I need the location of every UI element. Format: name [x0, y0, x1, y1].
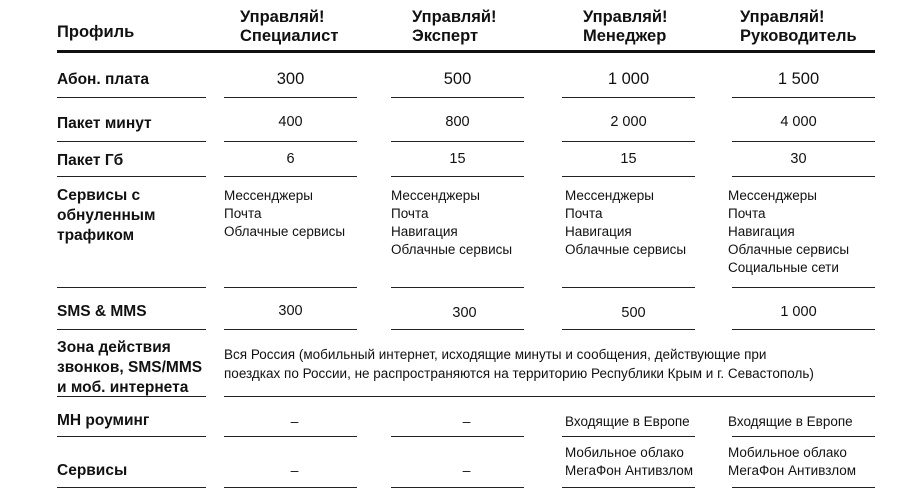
header-divider — [57, 50, 875, 53]
zero-traffic-specialist — [224, 187, 345, 241]
services-manager — [565, 444, 693, 480]
plan-header-line2: Эксперт — [412, 27, 479, 45]
sms-expert: 300 — [452, 305, 477, 321]
fee-expert: 500 — [443, 70, 472, 88]
plan-header-line2: Специалист — [240, 27, 339, 45]
sms-manager: 500 — [621, 305, 646, 321]
zone-description — [224, 345, 814, 383]
service-item: Навигация — [391, 224, 458, 239]
row-divider — [562, 436, 695, 437]
sms-director: 1 000 — [780, 304, 817, 320]
row-divider — [562, 287, 695, 288]
label-line: и моб. интернета — [57, 379, 189, 396]
row-divider — [224, 436, 357, 437]
service-item: Почта — [565, 206, 603, 221]
row-divider — [732, 329, 875, 330]
service-item: МегаФон Антивзлом — [728, 463, 857, 478]
service-item: Почта — [224, 206, 262, 221]
service-item: Навигация — [728, 224, 795, 239]
row-divider — [391, 436, 524, 437]
row-divider — [57, 396, 206, 397]
row-divider — [57, 141, 206, 142]
fee-director: 1 500 — [777, 70, 820, 88]
row-label-roaming: МН роуминг — [57, 412, 150, 429]
plan-header-specialist — [240, 8, 370, 46]
row-label-fee: Абон. плата — [57, 71, 150, 88]
label-line: звонков, SMS/MMS — [57, 359, 203, 376]
plan-header-manager — [583, 8, 713, 46]
row-divider — [224, 329, 357, 330]
row-divider — [391, 141, 524, 142]
service-item: Почта — [391, 206, 429, 221]
service-item: Облачные сервисы — [224, 224, 346, 239]
row-label-services: Сервисы — [57, 462, 128, 479]
row-label-zero-traffic — [57, 186, 156, 246]
zero-traffic-expert — [391, 187, 512, 259]
label-line: обнуленным — [57, 207, 156, 224]
plan-header-line1: Управляй! — [583, 8, 668, 26]
fee-manager: 1 000 — [607, 70, 650, 88]
row-divider — [391, 97, 524, 98]
service-item: Мессенджеры — [728, 188, 817, 203]
minutes-director: 4 000 — [780, 114, 817, 130]
minutes-manager: 2 000 — [610, 114, 647, 130]
row-divider — [57, 176, 206, 177]
service-item: Навигация — [565, 224, 632, 239]
row-label-gb: Пакет Гб — [57, 152, 124, 169]
gb-specialist: 6 — [286, 151, 295, 167]
zone-text-line: поездках по России, не распространяются на территорию Республики Крым и г. Севастополь) — [224, 366, 814, 381]
row-divider — [562, 487, 695, 488]
services-specialist: – — [290, 462, 299, 478]
roaming-specialist: – — [290, 413, 299, 429]
row-divider — [732, 287, 875, 288]
row-divider — [732, 176, 875, 177]
fee-specialist: 300 — [276, 70, 305, 88]
row-divider — [732, 97, 875, 98]
row-divider — [391, 329, 524, 330]
row-divider — [57, 436, 206, 437]
gb-expert: 15 — [449, 151, 466, 167]
services-director — [728, 444, 856, 480]
service-item: Облачные сервисы — [728, 242, 850, 257]
service-item: Облачные сервисы — [565, 242, 687, 257]
row-divider — [224, 176, 357, 177]
roaming-director: Входящие в Европе — [728, 414, 853, 429]
plan-header-line1: Управляй! — [412, 8, 497, 26]
row-divider — [224, 97, 357, 98]
row-divider — [562, 141, 695, 142]
plan-header-line2: Менеджер — [583, 27, 667, 45]
services-expert: – — [462, 462, 471, 478]
plan-header-line2: Руководитель — [740, 27, 857, 45]
service-item: Мобильное облако — [565, 445, 684, 460]
label-line: трафиком — [57, 227, 135, 244]
row-divider — [57, 287, 206, 288]
profile-header: Профиль — [57, 23, 135, 41]
roaming-manager: Входящие в Европе — [565, 414, 690, 429]
service-item: Облачные сервисы — [391, 242, 513, 257]
service-item: Мобильное облако — [728, 445, 847, 460]
service-item: МегаФон Антивзлом — [565, 463, 694, 478]
plan-header-line1: Управляй! — [240, 8, 325, 26]
zone-text-line: Вся Россия (мобильный интернет, исходящие минуты и сообщения, действующие при — [224, 347, 767, 362]
row-label-sms: SMS & MMS — [57, 303, 147, 320]
row-divider — [732, 141, 875, 142]
row-divider — [391, 176, 524, 177]
minutes-expert: 800 — [445, 114, 470, 130]
zero-traffic-manager — [565, 187, 686, 259]
row-label-zone — [57, 338, 202, 398]
row-divider — [391, 287, 524, 288]
row-divider — [57, 97, 206, 98]
row-divider — [224, 396, 875, 397]
row-divider — [562, 176, 695, 177]
service-item: Мессенджеры — [391, 188, 480, 203]
gb-manager: 15 — [620, 151, 637, 167]
service-item: Мессенджеры — [565, 188, 654, 203]
service-item: Мессенджеры — [224, 188, 313, 203]
gb-director: 30 — [790, 151, 807, 167]
row-divider — [224, 141, 357, 142]
plan-header-line1: Управляй! — [740, 8, 825, 26]
service-item: Почта — [728, 206, 766, 221]
row-divider — [562, 329, 695, 330]
plan-header-director — [740, 8, 890, 46]
row-divider — [224, 487, 357, 488]
row-divider — [224, 287, 357, 288]
row-divider — [57, 487, 206, 488]
plan-header-expert — [412, 8, 542, 46]
zero-traffic-director — [728, 187, 849, 277]
row-divider — [732, 487, 875, 488]
label-line: Зона действия — [57, 339, 171, 356]
service-item: Социальные сети — [728, 260, 839, 275]
sms-specialist: 300 — [278, 303, 303, 319]
row-divider — [732, 436, 875, 437]
row-divider — [57, 329, 206, 330]
row-divider — [562, 97, 695, 98]
row-divider — [391, 487, 524, 488]
label-line: Сервисы с — [57, 187, 141, 204]
row-label-minutes: Пакет минут — [57, 115, 152, 132]
minutes-specialist: 400 — [278, 114, 303, 130]
roaming-expert: – — [462, 413, 471, 429]
